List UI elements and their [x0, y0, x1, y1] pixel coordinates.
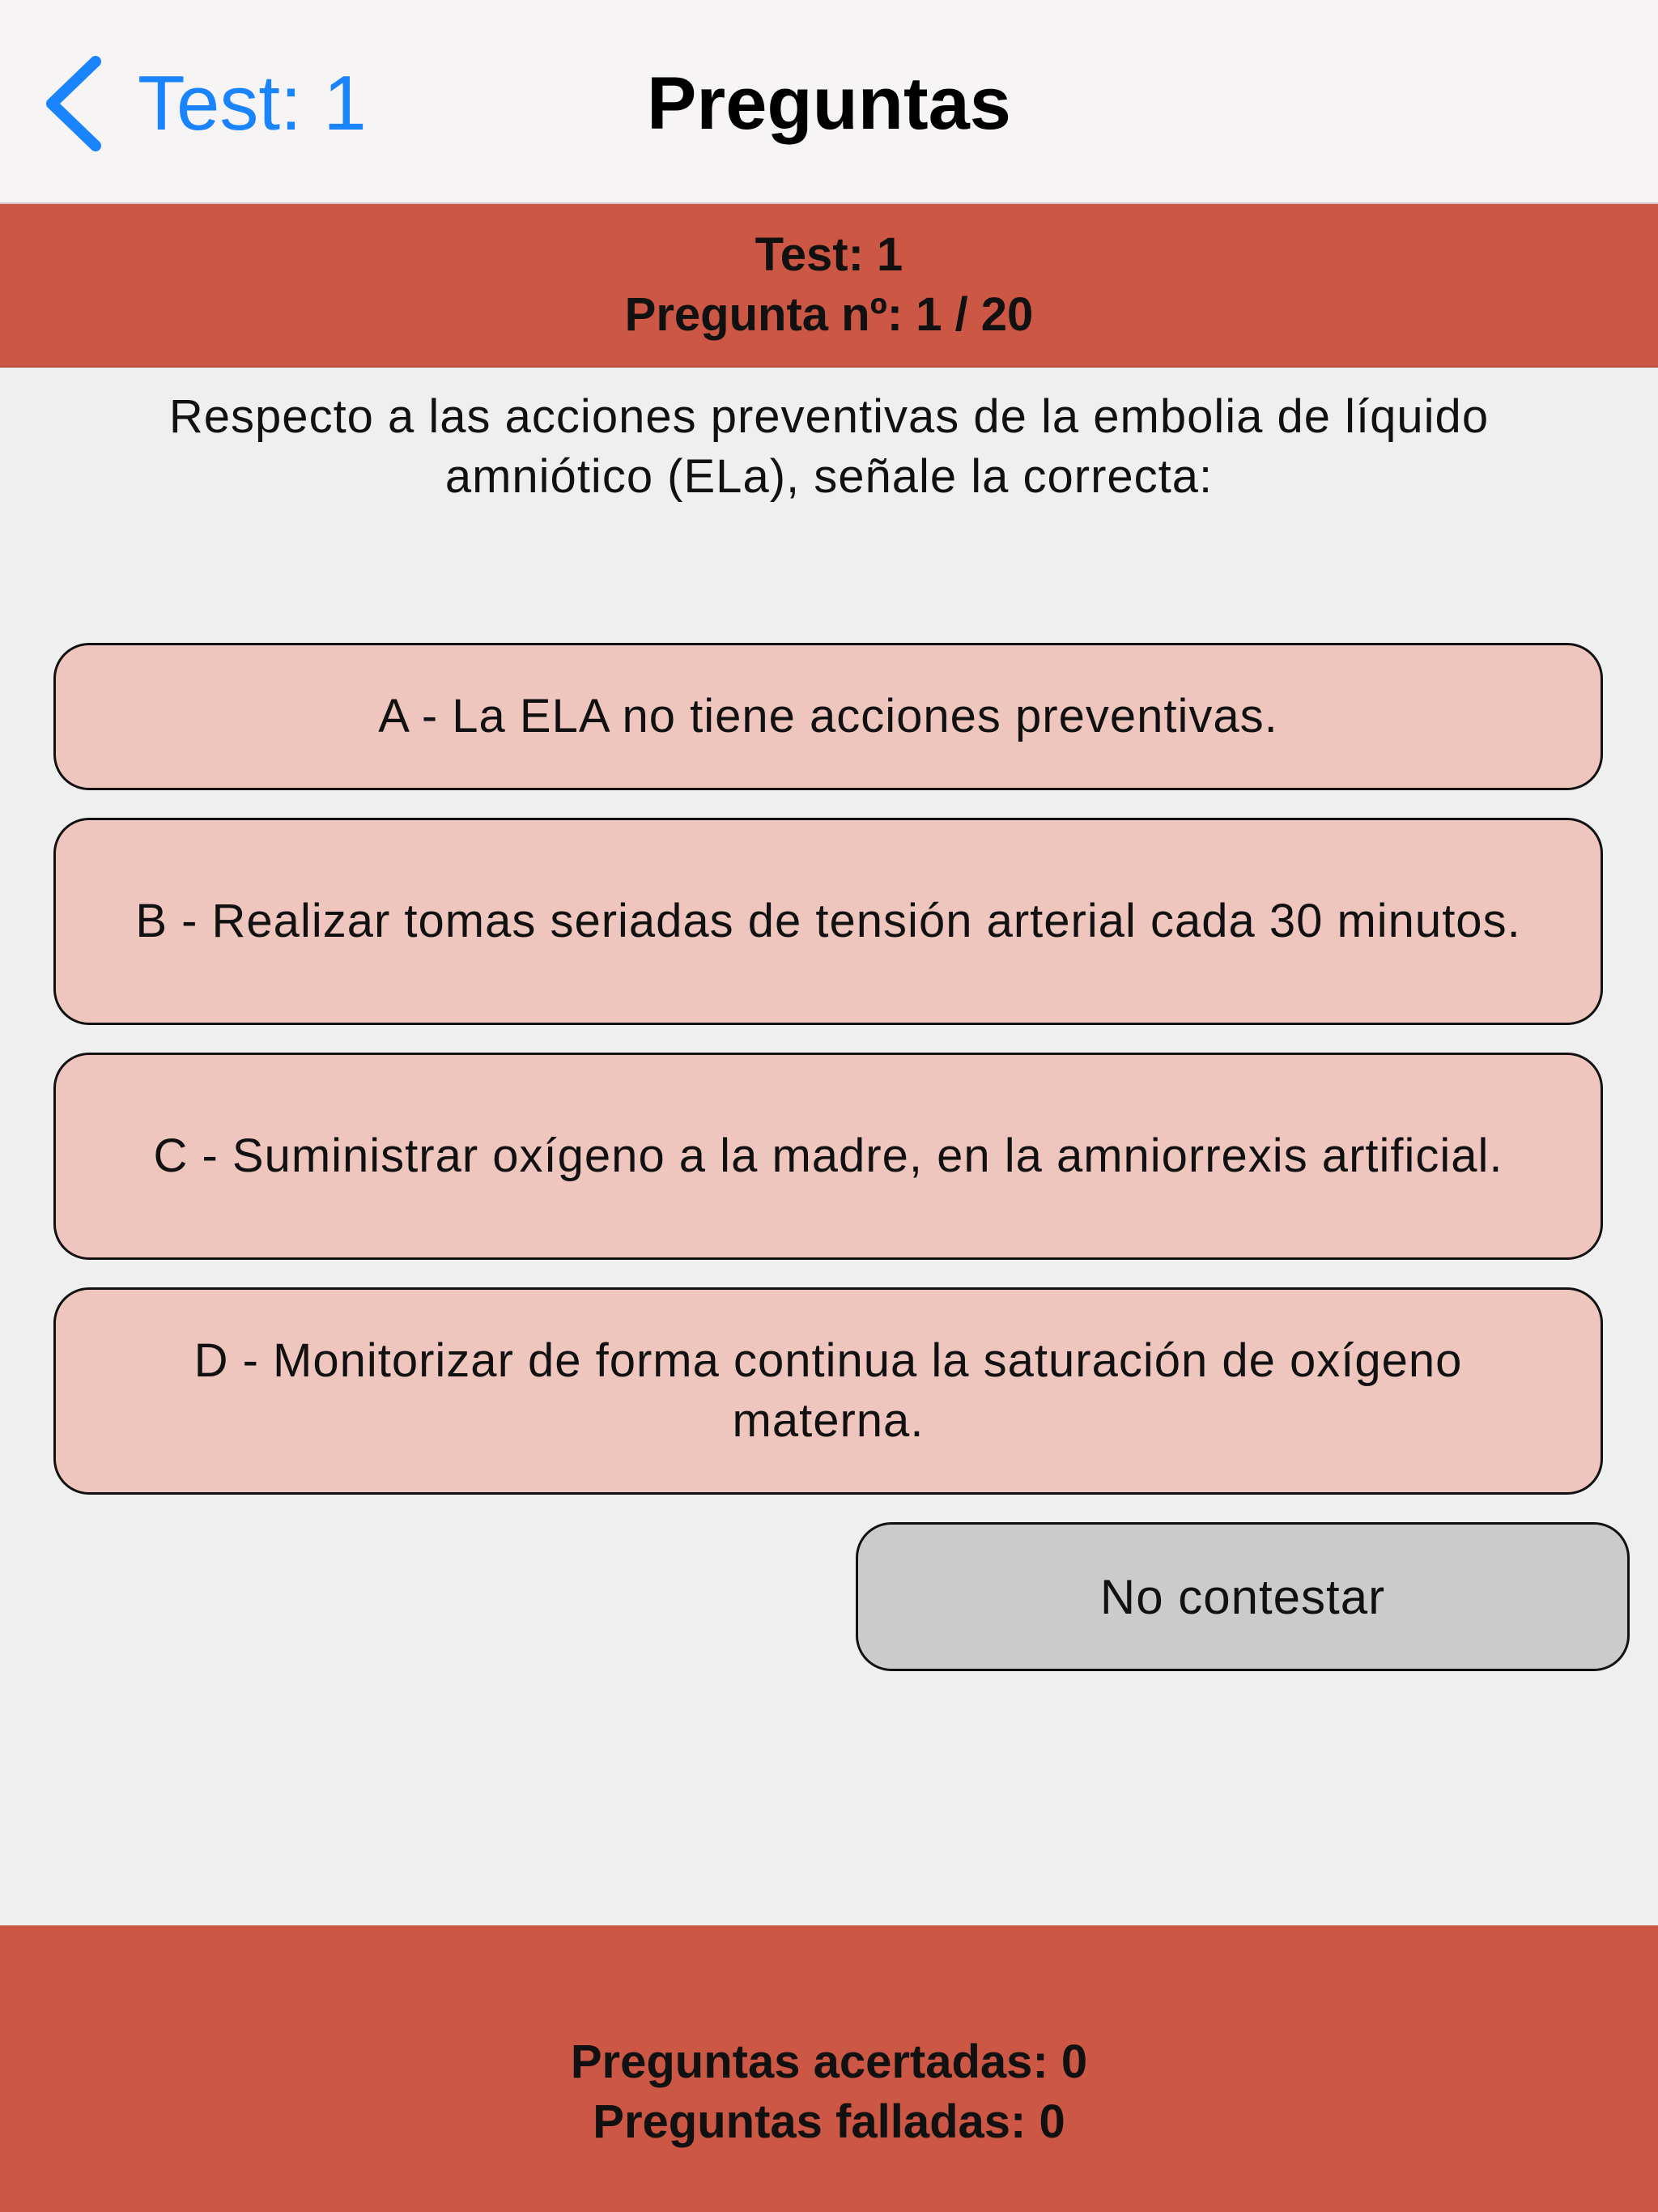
answer-option-a[interactable] [53, 643, 1603, 790]
answer-option-label: C - Suministrar oxígeno a la madre, en la amniorrexis artificial. [153, 1129, 1503, 1182]
page-title: Preguntas [647, 62, 1011, 145]
answer-option-d[interactable] [53, 1287, 1603, 1495]
failed-count: Preguntas falladas: 0 [593, 2095, 1065, 2148]
skip-question-button[interactable] [856, 1522, 1630, 1671]
skip-question-label: No contestar [1099, 1569, 1386, 1624]
test-info-bar [0, 204, 1658, 368]
navigation-bar [0, 0, 1658, 204]
answer-option-b[interactable] [53, 818, 1603, 1025]
back-button-label: Test: 1 [138, 60, 367, 147]
answer-option-label: D - Monitorizar de forma continua la saturación de oxígeno materna. [193, 1334, 1463, 1447]
question-counter: Pregunta nº: 1 / 20 [624, 288, 1034, 341]
answer-option-label: B - Realizar tomas seriadas de tensión arterial cada 30 minutos. [135, 895, 1521, 947]
score-bar [0, 1925, 1658, 2212]
question-text: Respecto a las acciones preventivas de la embolia de líquido amniótico (ELa), señale la correcta: [168, 390, 1490, 503]
test-label: Test: 1 [755, 228, 903, 281]
answer-option-c[interactable] [53, 1053, 1603, 1260]
answer-option-label: A - La ELA no tiene acciones preventivas. [378, 690, 1278, 742]
correct-count: Preguntas acertadas: 0 [570, 2035, 1088, 2088]
